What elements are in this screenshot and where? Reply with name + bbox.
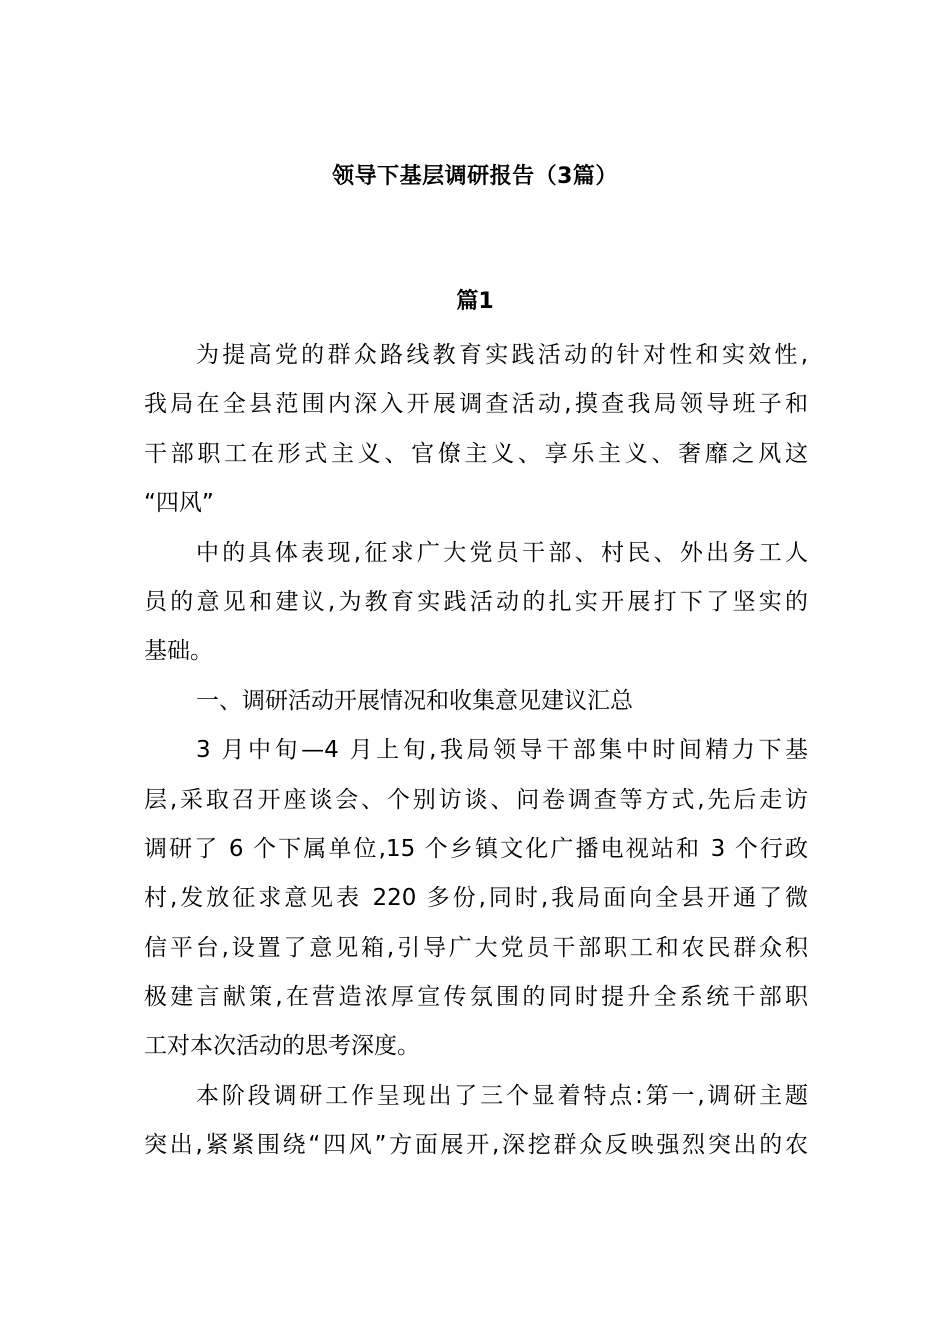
body-text-line: 突出,紧紧围绕“四风”方面展开,深挖群众反映强烈突出的农	[144, 1132, 808, 1159]
body-text-line: 村,发放征求意见表 220 多份,同时,我局面向全县开通了微	[144, 885, 808, 912]
body-text-line: 干部职工在形式主义、官僚主义、享乐主义、奢靡之风这	[144, 440, 808, 467]
document-body	[144, 331, 808, 1171]
body-text-line: 3 月中旬—4 月上旬,我局领导干部集中时间精力下基	[196, 737, 808, 764]
body-text-line: 为提高党的群众路线教育实践活动的针对性和实效性,	[196, 342, 808, 368]
body-text-line: 一、调研活动开展情况和收集意见建议汇总	[196, 687, 633, 714]
body-text-line: 工对本次活动的思考深度。	[144, 1033, 420, 1060]
section-heading: 篇1	[456, 289, 494, 314]
body-text-line: 员的意见和建议,为教育实践活动的扎实开展打下了坚实的	[144, 588, 808, 615]
body-text-line: 中的具体表现,征求广大党员干部、村民、外出务工人	[196, 539, 808, 566]
body-text-line: 极建言献策,在营造浓厚宣传氛围的同时提升全系统干部职	[144, 984, 808, 1011]
body-text-line: “四风”	[144, 490, 214, 517]
body-text-line: 信平台,设置了意见箱,引导广大党员干部职工和农民群众积	[144, 934, 808, 961]
body-text-line: 本阶段调研工作呈现出了三个显着特点:第一,调研主题	[196, 1082, 808, 1109]
body-text-line: 我局在全县范围内深入开展调查活动,摸查我局领导班子和	[144, 391, 808, 418]
body-text-line: 基础。	[144, 638, 213, 665]
body-text-line: 层,采取召开座谈会、个别访谈、问卷调查等方式,先后走访	[144, 786, 808, 813]
body-text-line: 调研了 6 个下属单位,15 个乡镇文化广播电视站和 3 个行政	[144, 835, 808, 862]
document-title: 领导下基层调研报告（3篇）	[332, 164, 618, 189]
